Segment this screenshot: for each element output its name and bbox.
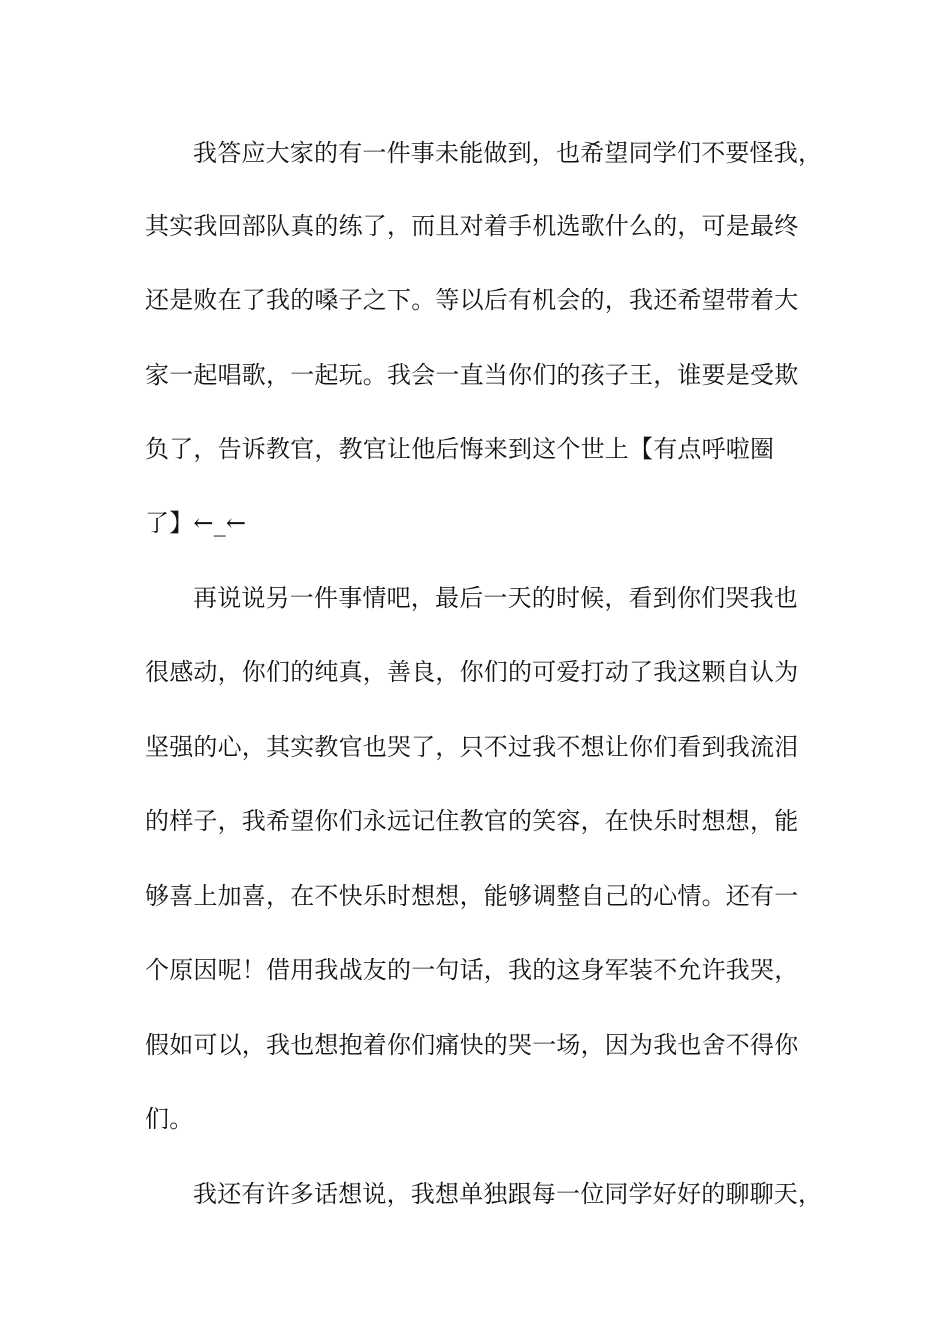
- paragraph-1-line-4: 家一起唱歌，一起玩。我会一直当你们的孩子王，谁要是受欺: [145, 361, 799, 389]
- paragraph-2-line-7: 假如可以，我也想抱着你们痛快的哭一场，因为我也舍不得你: [145, 1031, 799, 1059]
- paragraph-3-line-1: 我还有许多话想说，我想单独跟每一位同学好好的聊聊天，: [193, 1180, 823, 1208]
- paragraph-2-line-2: 很感动，你们的纯真，善良，你们的可爱打动了我这颗自认为: [145, 658, 799, 686]
- paragraph-2-line-8: 们。: [145, 1105, 194, 1133]
- paragraph-2-line-3: 坚强的心，其实教官也哭了，只不过我不想让你们看到我流泪: [145, 733, 799, 761]
- paragraph-1-line-5: 负了，告诉教官，教官让他后悔来到这个世上【有点呼啦圈: [145, 435, 775, 463]
- paragraph-1-line-3: 还是败在了我的嗓子之下。等以后有机会的，我还希望带着大: [145, 286, 799, 314]
- paragraph-2-line-1: 再说说另一件事情吧，最后一天的时候，看到你们哭我也: [193, 584, 798, 612]
- paragraph-1-line-2: 其实我回部队真的练了，而且对着手机选歌什么的，可是最终: [145, 212, 799, 240]
- paragraph-1-line-1: 我答应大家的有一件事未能做到，也希望同学们不要怪我，: [193, 139, 823, 167]
- paragraph-2-line-6: 个原因呢！借用我战友的一句话，我的这身军装不允许我哭，: [145, 956, 799, 984]
- paragraph-2-line-5: 够喜上加喜，在不快乐时想想，能够调整自己的心情。还有一: [145, 882, 799, 910]
- paragraph-2-line-4: 的样子，我希望你们永远记住教官的笑容，在快乐时想想，能: [145, 807, 799, 835]
- paragraph-1-line-6: 了】←_←: [145, 509, 247, 537]
